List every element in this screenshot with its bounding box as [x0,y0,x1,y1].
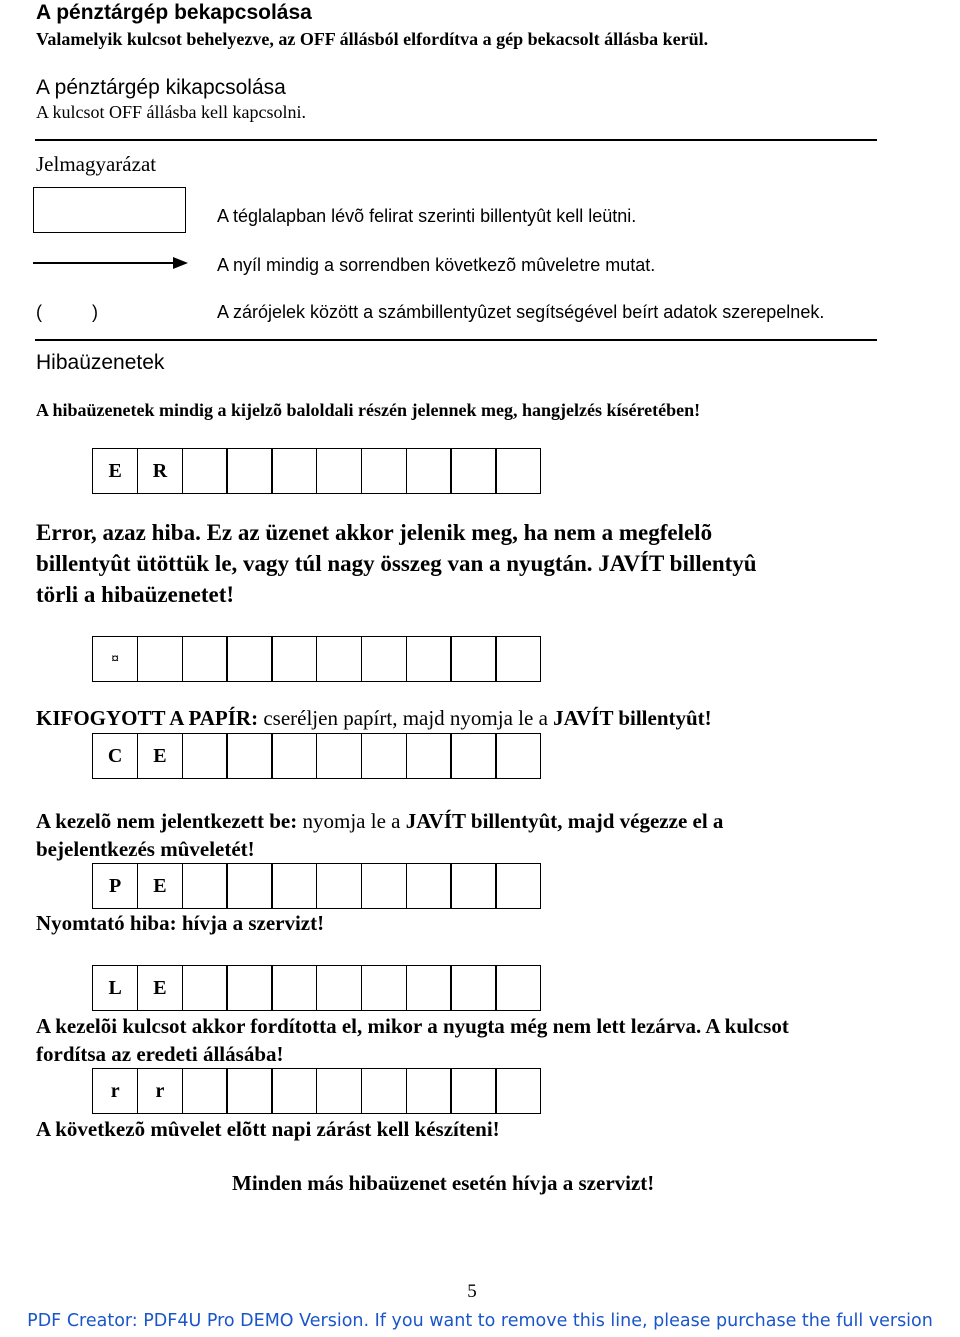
error-er-text-line1: Error, azaz hiba. Ez az üzenet akkor jelenik meg, ha nem a megfelelõ [36,520,713,545]
display-cell [406,863,452,909]
display-cell: E [137,965,183,1011]
display-cell [182,448,228,494]
error-ce-text-line1 [36,809,723,834]
display-cell [226,863,272,909]
display-cell [316,448,362,494]
display-cell [226,965,272,1011]
display-cell [316,965,362,1011]
legend-title: Jelmagyarázat [36,152,157,176]
display-cell [450,863,496,909]
legend-top-rule [35,139,877,141]
display-cell [361,863,407,909]
display-cell [182,965,228,1011]
error-ce-bold: A kezelõ nem jelentkezett be: [36,809,298,833]
display-cell [406,448,452,494]
display-cell [271,448,317,494]
display-cell: P [92,863,138,909]
page-number: 5 [467,1281,477,1302]
display-cell [495,863,541,909]
display-cell [450,1068,496,1114]
display-cell [226,636,272,682]
display-cell [450,965,496,1011]
display-cell [226,448,272,494]
error-ce-bold2: JAVÍT billentyût, majd végezze el a [405,809,724,833]
error-paper-text [36,706,712,731]
display-cell [450,636,496,682]
error-er-text-line2: billentyût ütöttük le, vagy túl nagy összeg van a nyugtán. JAVÍT billentyû [36,551,757,576]
display-cell [495,733,541,779]
display-cell [271,733,317,779]
arrow-right-icon [33,255,189,271]
display-cell [361,965,407,1011]
error-ce-normal: nyomja le a [297,809,406,833]
display-cell [361,733,407,779]
errors-closing: Minden más hibaüzenet esetén hívja a szervizt! [232,1171,655,1195]
display-cell: C [92,733,138,779]
error-paper-bold2: JAVÍT billentyût! [553,706,712,730]
display-cell [450,448,496,494]
display-cell: ¤ [92,636,138,682]
error-rr-text: A következõ mûvelet elõtt napi zárást kell készíteni! [36,1117,500,1141]
display-cell [182,733,228,779]
display-cell [450,733,496,779]
display-pe [92,863,541,909]
pdf-creator-footer: PDF Creator: PDF4U Pro DEMO Version. If you want to remove this line, please purchase the full version [27,1311,933,1331]
error-er-text-line3: törli a hibaüzenetet! [36,582,235,607]
display-cell [361,636,407,682]
legend-bottom-rule [35,339,877,341]
display-cell: L [92,965,138,1011]
display-cell [316,1068,362,1114]
display-cell [182,636,228,682]
display-cell [495,448,541,494]
errors-title: Hibaüzenetek [36,351,165,374]
legend-paren-text: A zárójelek között a számbillentyûzet segítségével beírt adatok szerepelnek. [217,302,825,322]
display-cell [271,863,317,909]
legend-rect-text: A téglalapban lévõ felirat szerinti billentyût kell leütni. [217,206,637,226]
display-cell: r [137,1068,183,1114]
error-paper-bold: KIFOGYOTT A PAPÍR: [36,706,259,730]
display-cell [316,636,362,682]
display-cell: r [92,1068,138,1114]
legend-paren-symbol: ( ) [36,302,98,322]
display-cell: E [137,733,183,779]
errors-intro: A hibaüzenetek mindig a kijelzõ baloldali részén jelennek meg, hangjelzés kíséretében! [36,400,701,420]
display-cell: E [92,448,138,494]
display-cell [495,965,541,1011]
display-cell [361,448,407,494]
display-cell [182,863,228,909]
display-cell [271,965,317,1011]
display-cell [316,733,362,779]
display-paper [92,636,541,682]
error-le-text-line2: fordítsa az eredeti állásába! [36,1042,284,1066]
display-rr [92,1068,541,1114]
display-le [92,965,541,1011]
display-cell [406,636,452,682]
display-cell [226,1068,272,1114]
display-cell [495,636,541,682]
display-cell [406,1068,452,1114]
display-cell [361,1068,407,1114]
display-cell [495,1068,541,1114]
display-cell [226,733,272,779]
error-paper-normal: cseréljen papírt, majd nyomja le a [258,706,554,730]
display-cell [271,1068,317,1114]
section-off-title: A pénztárgép kikapcsolása [36,76,286,99]
section-on-title: A pénztárgép bekapcsolása [36,1,312,24]
display-ce [92,733,541,779]
error-le-text-line1: A kezelõi kulcsot akkor fordította el, mikor a nyugta még nem lett lezárva. A kulcsot [36,1014,789,1038]
error-pe-text: Nyomtató hiba: hívja a szervizt! [36,911,325,935]
display-cell [182,1068,228,1114]
legend-rectangle-icon [33,187,186,233]
section-off-text: A kulcsot OFF állásba kell kapcsolni. [36,102,306,122]
display-er [92,448,541,494]
display-cell [137,636,183,682]
display-cell: E [137,863,183,909]
error-ce-text-line2: bejelentkezés mûveletét! [36,837,255,861]
display-cell [316,863,362,909]
display-cell: R [137,448,183,494]
display-cell [406,965,452,1011]
legend-arrow-text: A nyíl mindig a sorrendben következõ mûveletre mutat. [217,255,656,275]
display-cell [406,733,452,779]
section-on-text: Valamelyik kulcsot behelyezve, az OFF állásból elfordítva a gép bekacsolt állásba kerül. [36,29,709,49]
display-cell [271,636,317,682]
